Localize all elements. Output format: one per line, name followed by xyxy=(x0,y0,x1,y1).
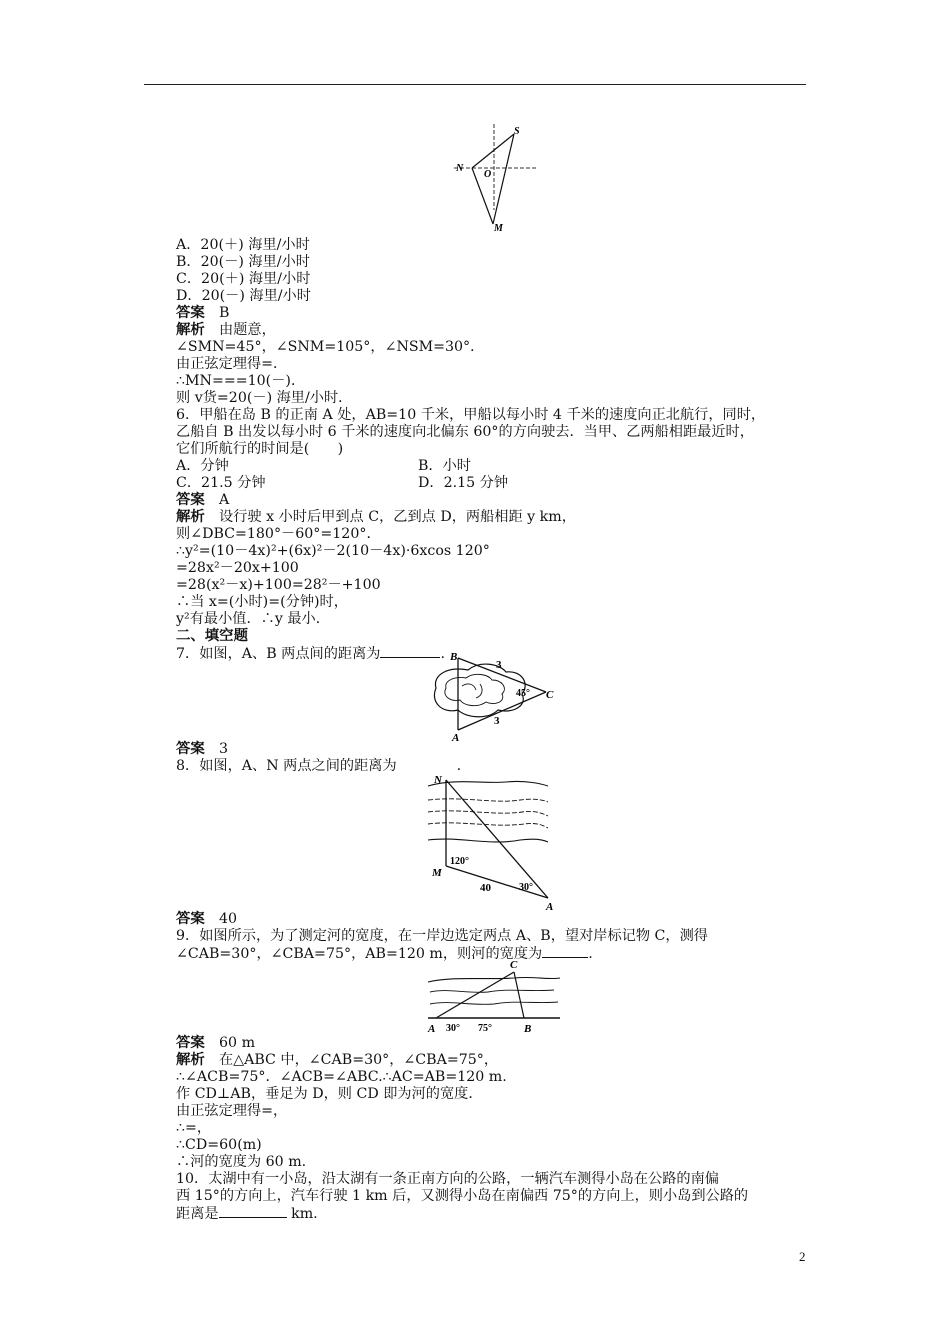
fig9-side-bc xyxy=(514,972,524,1018)
q6-option-b: B．小时 xyxy=(418,458,471,474)
fig7-side-ac xyxy=(458,692,546,730)
analysis-label: 解析 xyxy=(176,1052,205,1068)
q6-analysis-7: y²有最小值．∴y 最小． xyxy=(176,611,330,627)
q6-stem-3: 它们所航行的时间是( ) xyxy=(176,441,344,457)
answer-label: 答案 xyxy=(176,305,205,321)
fig9-label-b: B xyxy=(524,1023,532,1034)
fig9-river-wave-1 xyxy=(430,990,554,992)
q5-analysis-line xyxy=(176,322,276,339)
analysis-label: 解析 xyxy=(176,509,205,525)
q6-analysis-line xyxy=(176,509,576,526)
q5-option-a: A．20(＋) 海里/小时 xyxy=(176,237,310,253)
q7-answer-line xyxy=(176,741,228,758)
fig8-angle-a: 30° xyxy=(519,882,533,893)
q9-analysis-line xyxy=(176,1052,498,1069)
fig5-line-sm xyxy=(493,134,514,224)
q6-answer-line xyxy=(176,492,229,509)
q7-answer: 3 xyxy=(219,741,229,757)
fig8-label-n: N xyxy=(434,774,442,786)
q8-answer: 40 xyxy=(219,911,238,927)
fig7-lake-inner xyxy=(445,674,504,705)
q9-analysis-5: ∴=， xyxy=(176,1120,212,1136)
answer-label: 答案 xyxy=(176,1035,205,1051)
fig7-angle-c: 45° xyxy=(516,688,530,699)
q9-figure xyxy=(424,958,564,1034)
q6-analysis-4: =28x²－20x+100 xyxy=(176,560,299,576)
fig5-label-s: S xyxy=(514,126,520,137)
fig9-label-a: A xyxy=(428,1023,436,1034)
q10-stem-1: 10．太湖中有一小岛，沿太湖有一条正南方向的公路，一辆汽车测得小岛在公路的南偏 xyxy=(176,1171,719,1187)
fig5-label-m: M xyxy=(494,223,503,234)
analysis-label: 解析 xyxy=(176,322,205,338)
q8-stem-line: 8．如图，A、N 两点之间的距离为 . xyxy=(176,758,462,774)
q7-stem-line: 7．如图，A、B 两点间的距离为 . xyxy=(176,646,445,662)
section-title-fill-blank: 二、填空题 xyxy=(176,628,248,644)
q6-answer: A xyxy=(219,492,230,508)
q6-analysis-5: =28(x²－x)+100=28²－+100 xyxy=(176,577,381,593)
q9-analysis-2: ∴∠ACB=75°．∠ACB=∠ABC.∴AC=AB=120 m. xyxy=(176,1069,507,1085)
fig7-lake xyxy=(434,664,525,717)
q9-analysis-6: ∴CD=60(m) xyxy=(176,1137,262,1153)
q7-stem: 7．如图，A、B 两点间的距离为 xyxy=(176,646,381,662)
q6-analysis-6: ∴当 x=(小时)=(分钟)时， xyxy=(176,594,348,610)
fig9-angle-a: 30° xyxy=(446,1023,460,1034)
fig8-length-ma: 40 xyxy=(480,882,491,894)
q5-option-b: B．20(－) 海里/小时 xyxy=(176,254,310,270)
q6-option-a: A．分钟 xyxy=(176,458,229,474)
q10-blank xyxy=(219,1205,287,1218)
page-number: 2 xyxy=(799,1249,806,1264)
q6-stem-1: 6．甲船在岛 B 的正南 A 处，AB=10 千米，甲船以每小时 4 千米的速度向正北航行，同时， xyxy=(176,407,766,423)
fig8-label-m: M xyxy=(432,867,442,879)
fig7-side-length-bottom: 3 xyxy=(494,715,500,727)
q5-option-d: D．20(－) 海里/小时 xyxy=(176,288,311,304)
q6-analysis-2: 则∠DBC=180°－60°=120°． xyxy=(176,526,381,542)
q5-option-c: C．20(＋) 海里/小时 xyxy=(176,271,311,287)
q5-analysis-1: 由题意， xyxy=(219,322,276,338)
fig9-label-c: C xyxy=(510,959,518,971)
fig5-label-o: O xyxy=(484,169,492,180)
q7-figure xyxy=(422,650,572,742)
q8-stem: 8．如图，A、N 两点之间的距离为 xyxy=(176,758,397,774)
q5-answer-line xyxy=(176,305,229,322)
q9-stem-2: ∠CAB=30°，∠CBA=75°，AB=120 m，则河的宽度为 xyxy=(176,946,543,962)
q8-answer-line xyxy=(176,911,237,928)
q10-stem-line-3 xyxy=(176,1205,318,1223)
q9-analysis-3: 作 CD⊥AB，垂足为 D，则 CD 即为河的宽度． xyxy=(176,1086,483,1102)
q9-stem-1: 9．如图所示，为了测定河的宽度，在一岸边选定两点 A、B，望对岸标记物 C，测得 xyxy=(176,928,708,944)
q9-analysis-7: ∴河的宽度为 60 m. xyxy=(176,1154,307,1170)
q5-analysis-2: ∠SMN=45°，∠SNM=105°，∠NSM=30°． xyxy=(176,339,485,355)
fig7-label-a: A xyxy=(452,732,460,742)
q10-stem-3b: km. xyxy=(291,1206,318,1222)
fig7-label-b: B xyxy=(450,651,458,663)
fig8-label-a: A xyxy=(546,901,554,912)
q9-stem-line-2: ∠CAB=30°，∠CBA=75°，AB=120 m，则河的宽度为 . xyxy=(176,946,593,962)
fig9-angle-b: 75° xyxy=(478,1023,492,1034)
answer-label: 答案 xyxy=(176,911,205,927)
answer-label: 答案 xyxy=(176,741,205,757)
answer-label: 答案 xyxy=(176,492,205,508)
q9-blank xyxy=(542,945,588,958)
q6-option-d: D．2.15 分钟 xyxy=(418,475,509,491)
fig7-label-c: C xyxy=(546,689,554,701)
q6-analysis-3: ∴y²=(10－4x)²+(6x)²－2(10－4x)·6xcos 120° xyxy=(176,543,490,559)
fig9-river-wave-2 xyxy=(430,1002,558,1004)
fig9-river-bank-top xyxy=(428,977,560,982)
q6-stem-2: 乙船自 B 出发以每小时 6 千米的速度向北偏东 60°的方向驶去．当甲、乙两船相距最近时， xyxy=(176,424,754,440)
header-rule xyxy=(144,84,806,85)
fig8-angle-m: 120° xyxy=(450,856,469,867)
fig5-label-n: N xyxy=(456,163,464,174)
q5-figure xyxy=(448,118,548,236)
q10-stem-3a: 距离是 xyxy=(176,1206,219,1222)
q9-answer: 60 m xyxy=(219,1035,256,1051)
q5-analysis-3: 由正弦定理得=． xyxy=(176,356,288,372)
q9-analysis-4: 由正弦定理得=， xyxy=(176,1103,288,1119)
q6-analysis-1: 设行驶 x 小时后甲到点 C，乙到点 D，两船相距 y km， xyxy=(219,509,576,525)
q6-option-c: C．21.5 分钟 xyxy=(176,475,266,491)
fig7-side-length-top: 3 xyxy=(496,659,502,671)
q5-analysis-4: ∴MN===10(－)． xyxy=(176,373,306,389)
q10-stem-2: 西 15°的方向上，汽车行驶 1 km 后，又测得小岛在南偏西 75°的方向上，则小岛到公路的 xyxy=(176,1188,749,1204)
q9-answer-line xyxy=(176,1035,255,1052)
q5-analysis-5: 则 v货=20(－) 海里/小时． xyxy=(176,390,353,406)
q8-figure xyxy=(424,770,564,912)
q5-answer: B xyxy=(219,305,230,321)
q9-analysis-1: 在△ABC 中，∠CAB=30°，∠CBA=75°， xyxy=(219,1052,499,1068)
